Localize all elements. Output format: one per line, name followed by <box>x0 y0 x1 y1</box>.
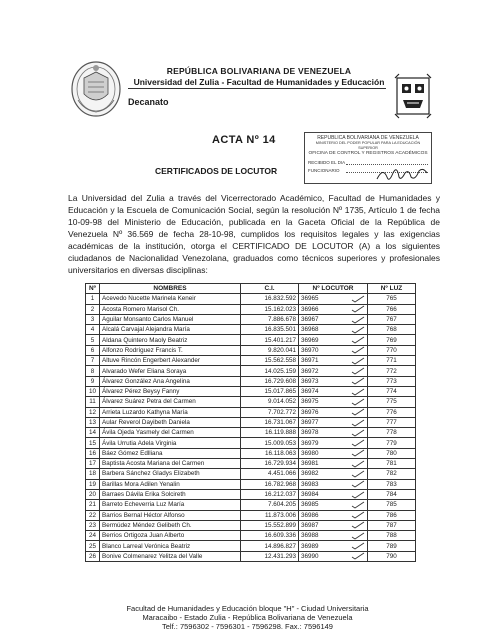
table-row <box>86 417 416 427</box>
check-mark-icon <box>351 419 365 427</box>
col-header-names: NOMBRES <box>100 284 241 294</box>
cell-number: 4 <box>86 325 100 335</box>
cell-locutor-value: 36976 <box>301 408 319 416</box>
table-header-row <box>86 284 416 294</box>
table-row <box>86 438 416 448</box>
table-row <box>86 520 416 530</box>
cell-locutor-value: 36971 <box>301 357 319 365</box>
table-row <box>86 376 416 386</box>
cell-name: Blanco Larreal Verónica Beatriz <box>100 541 241 551</box>
cell-number: 21 <box>86 500 100 510</box>
footer-line-3: Telf.: 7596302 - 7596301 - 7596298. Fax.: 7596149 <box>162 622 333 631</box>
institution-name: Universidad del Zulia - Facultad de Humanidades y Educación <box>133 77 385 87</box>
cell-name: Bermúdez Méndez Gelibeth Ch. <box>100 520 241 530</box>
cell-number: 15 <box>86 438 100 448</box>
cell-name: Arrieta Luzardo Kathyna María <box>100 407 241 417</box>
cell-locutor <box>299 294 368 304</box>
cell-locutor <box>299 428 368 438</box>
cell-number: 25 <box>86 541 100 551</box>
check-mark-icon <box>351 367 365 375</box>
table-row <box>86 541 416 551</box>
cell-ci: 4.451.066 <box>241 469 299 479</box>
cell-luz: 780 <box>368 448 416 458</box>
cell-locutor <box>299 551 368 561</box>
cell-luz: 771 <box>368 356 416 366</box>
table-row <box>86 335 416 345</box>
cell-luz: 790 <box>368 551 416 561</box>
cell-locutor <box>299 448 368 458</box>
cell-number: 7 <box>86 356 100 366</box>
check-mark-icon <box>351 470 365 478</box>
check-mark-icon <box>351 491 365 499</box>
cell-name: Álvarez Pérez Beysy Fanny <box>100 386 241 396</box>
cell-name: Barillas Mora Adilen Yenalin <box>100 479 241 489</box>
cell-ci: 16.729.608 <box>241 376 299 386</box>
cell-name: Barbera Sánchez Gladys Elizabeth <box>100 469 241 479</box>
letterhead <box>128 66 390 87</box>
cell-number: 11 <box>86 397 100 407</box>
table-row <box>86 489 416 499</box>
cell-locutor-value: 36983 <box>301 480 319 488</box>
cell-ci: 12.431.293 <box>241 551 299 561</box>
col-header-ci: C.I. <box>241 284 299 294</box>
cell-locutor <box>299 489 368 499</box>
cell-locutor-value: 36975 <box>301 398 319 406</box>
cell-locutor <box>299 366 368 376</box>
cell-name: Barraes Dávila Erika Solcireth <box>100 489 241 499</box>
cell-locutor-value: 36987 <box>301 521 319 529</box>
cell-ci: 16.729.934 <box>241 459 299 469</box>
cell-locutor-value: 36966 <box>301 305 319 313</box>
cell-name: Alvarado Wefer Eliana Soraya <box>100 366 241 376</box>
cell-number: 16 <box>86 448 100 458</box>
cell-locutor <box>299 469 368 479</box>
check-mark-icon <box>351 532 365 540</box>
cell-locutor-value: 36970 <box>301 346 319 354</box>
check-mark-icon <box>351 408 365 416</box>
cell-locutor <box>299 325 368 335</box>
cell-luz: 770 <box>368 345 416 355</box>
cell-name: Aular Reverol Dayibeth Daniela <box>100 417 241 427</box>
cell-locutor <box>299 479 368 489</box>
cell-ci: 15.009.053 <box>241 438 299 448</box>
republic-name: REPÚBLICA BOLIVARIANA DE VENEZUELA <box>166 66 352 76</box>
cell-locutor-value: 36973 <box>301 377 319 385</box>
cell-locutor-value: 36967 <box>301 316 319 324</box>
check-mark-icon <box>351 336 365 344</box>
cell-ci: 16.835.501 <box>241 325 299 335</box>
cell-ci: 16.782.968 <box>241 479 299 489</box>
cell-luz: 768 <box>368 325 416 335</box>
cell-locutor-value: 36982 <box>301 470 319 478</box>
cell-locutor-value: 36979 <box>301 439 319 447</box>
stamp-line-2: MINISTERIO DEL PODER POPULAR PARA LA EDUCACIÓN SUPERIOR <box>315 141 421 150</box>
table-row <box>86 459 416 469</box>
cell-locutor <box>299 510 368 520</box>
cell-locutor-value: 36969 <box>301 336 319 344</box>
cell-ci: 16.609.336 <box>241 531 299 541</box>
cell-locutor-value: 36988 <box>301 532 319 540</box>
cell-ci: 9.820.041 <box>241 345 299 355</box>
cell-locutor <box>299 386 368 396</box>
cell-locutor-value: 36977 <box>301 419 319 426</box>
cell-number: 13 <box>86 417 100 427</box>
cell-locutor <box>299 314 368 324</box>
cell-name: Acosta Romero Marisol Ch. <box>100 304 241 314</box>
cell-name: Álvarez González Ana Angelina <box>100 376 241 386</box>
cell-luz: 781 <box>368 459 416 469</box>
cell-luz: 773 <box>368 376 416 386</box>
footer-line-2: Maracaibo - Estado Zulia - República Bolivariana de Venezuela <box>142 613 353 622</box>
cell-locutor <box>299 520 368 530</box>
check-mark-icon <box>351 346 365 354</box>
faculty-emblem-icon <box>393 72 433 120</box>
table-row <box>86 469 416 479</box>
cell-ci: 7.604.205 <box>241 500 299 510</box>
check-mark-icon <box>351 305 365 313</box>
cell-locutor-value: 36978 <box>301 429 319 437</box>
cell-ci: 16.832.592 <box>241 294 299 304</box>
cell-locutor-value: 36984 <box>301 491 319 499</box>
cell-ci: 15.401.217 <box>241 335 299 345</box>
cell-luz: 788 <box>368 531 416 541</box>
cell-name: Alcalá Carvajal Alejandra María <box>100 325 241 335</box>
table-row <box>86 325 416 335</box>
department-name: Decanato <box>128 97 169 107</box>
cell-name: Acevedo Nucette Marinela Keneir <box>100 294 241 304</box>
cell-locutor-value: 36985 <box>301 501 319 509</box>
cell-locutor <box>299 345 368 355</box>
cell-luz: 779 <box>368 438 416 448</box>
cell-luz: 789 <box>368 541 416 551</box>
cell-number: 9 <box>86 376 100 386</box>
cell-ci: 14.896.827 <box>241 541 299 551</box>
letterhead-rule <box>128 88 386 89</box>
cell-ci: 16.119.888 <box>241 428 299 438</box>
cell-luz: 784 <box>368 489 416 499</box>
table-row <box>86 551 416 561</box>
check-mark-icon <box>351 326 365 334</box>
cell-number: 8 <box>86 366 100 376</box>
cell-number: 17 <box>86 459 100 469</box>
cell-locutor-value: 36980 <box>301 449 319 457</box>
footer <box>0 604 495 631</box>
cell-locutor <box>299 407 368 417</box>
cell-number: 18 <box>86 469 100 479</box>
cell-locutor <box>299 459 368 469</box>
table-row <box>86 366 416 376</box>
cell-luz: 774 <box>368 386 416 396</box>
cell-locutor <box>299 356 368 366</box>
cell-ci: 16.118.063 <box>241 448 299 458</box>
table-row <box>86 428 416 438</box>
col-header-locutor: Nº LOCUTOR <box>299 284 368 294</box>
table-row <box>86 345 416 355</box>
check-mark-icon <box>351 501 365 509</box>
cell-luz: 778 <box>368 428 416 438</box>
cell-number: 3 <box>86 314 100 324</box>
cell-locutor <box>299 417 368 427</box>
check-mark-icon <box>351 542 365 550</box>
cell-number: 20 <box>86 489 100 499</box>
check-mark-icon <box>351 521 365 529</box>
stamp-officer-label: FUNCIONARIO <box>308 168 340 173</box>
cell-number: 24 <box>86 531 100 541</box>
cell-luz: 786 <box>368 510 416 520</box>
cell-name: Aguilar Monsanto Carlos Manuel <box>100 314 241 324</box>
check-mark-icon <box>351 388 365 396</box>
cell-ci: 9.014.052 <box>241 397 299 407</box>
cell-luz: 787 <box>368 520 416 530</box>
cell-number: 10 <box>86 386 100 396</box>
cell-locutor-value: 36974 <box>301 388 319 396</box>
col-header-luz: Nº LUZ <box>368 284 416 294</box>
cell-locutor <box>299 531 368 541</box>
check-mark-icon <box>351 316 365 324</box>
cell-locutor <box>299 376 368 386</box>
check-mark-icon <box>351 377 365 385</box>
certificate-heading: CERTIFICADOS DE LOCUTOR <box>155 166 278 176</box>
acta-number: ACTA Nº 14 <box>212 134 276 146</box>
check-mark-icon <box>351 480 365 488</box>
cell-ci: 15.162.023 <box>241 304 299 314</box>
cell-ci: 15.552.899 <box>241 520 299 530</box>
cell-number: 5 <box>86 335 100 345</box>
cell-name: Bonive Colmenarez Yelitza del Valle <box>100 551 241 561</box>
cell-luz: 776 <box>368 407 416 417</box>
resolution-paragraph: La Universidad del Zulia a través del Vicerrectorado Académico, Facultad de Humanidades y Educación y la Escuela de Comunicación Social, según la resolución Nº 1735, Artículo 1 de fecha 10-09-98 del Ministerio de Educación, publicada en la Gaceta Oficial de la República de Venezuela Nº 36.569 de fecha 28-10-98, cumplidos los requisitos legales y las exigencias académicas de la institución, otorga el CERTIFICADO DE LOCUTOR (A) a los siguientes ciudadanos de Nacionalidad Venezolana, graduados como técnicos superiores y profesionales universitarios en diversas disciplinas: <box>68 193 440 275</box>
table-row <box>86 448 416 458</box>
check-mark-icon <box>351 460 365 468</box>
signature-icon <box>375 165 429 185</box>
cell-number: 26 <box>86 551 100 561</box>
cell-ci: 7.886.678 <box>241 314 299 324</box>
graduates-table <box>85 283 416 562</box>
stamp-line-3: OFICINA DE CONTROL Y REGISTROS ACADÉMICOS <box>308 151 428 156</box>
table-row <box>86 479 416 489</box>
cell-name: Báez Gómez Edlliana <box>100 448 241 458</box>
cell-name: Baptista Acosta Mariana del Carmen <box>100 459 241 469</box>
cell-locutor <box>299 397 368 407</box>
cell-name: Aldana Quintero Maoly Beatriz <box>100 335 241 345</box>
cell-number: 2 <box>86 304 100 314</box>
cell-locutor-value: 36989 <box>301 542 319 550</box>
check-mark-icon <box>351 295 365 303</box>
cell-locutor-value: 36986 <box>301 511 319 519</box>
col-header-number: Nº <box>86 284 100 294</box>
cell-ci: 14.025.159 <box>241 366 299 376</box>
cell-ci: 15.017.865 <box>241 386 299 396</box>
cell-luz: 765 <box>368 294 416 304</box>
cell-locutor <box>299 438 368 448</box>
cell-luz: 775 <box>368 397 416 407</box>
cell-luz: 769 <box>368 335 416 345</box>
cell-name: Ávila Ojeda Yasmely del Carmen <box>100 428 241 438</box>
cell-name: Ávila Urrutia Adela Virginia <box>100 438 241 448</box>
table-row <box>86 314 416 324</box>
cell-number: 14 <box>86 428 100 438</box>
cell-locutor-value: 36972 <box>301 367 319 375</box>
check-mark-icon <box>351 511 365 519</box>
check-mark-icon <box>351 357 365 365</box>
table-row <box>86 304 416 314</box>
stamp-received-label: RECIBIDO EL DIA <box>308 160 346 165</box>
table-body <box>86 294 416 562</box>
cell-locutor-value: 36981 <box>301 460 319 468</box>
cell-ci: 11.873.006 <box>241 510 299 520</box>
cell-number: 22 <box>86 510 100 520</box>
check-mark-icon <box>351 439 365 447</box>
cell-luz: 766 <box>368 304 416 314</box>
footer-line-1: Facultad de Humanidades y Educación bloque "H" - Ciudad Universitaria <box>126 604 369 613</box>
cell-locutor-value: 36968 <box>301 326 319 334</box>
cell-name: Barrios Bernal Héctor Alfonso <box>100 510 241 520</box>
cell-luz: 767 <box>368 314 416 324</box>
cell-locutor <box>299 335 368 345</box>
cell-number: 19 <box>86 479 100 489</box>
check-mark-icon <box>351 429 365 437</box>
cell-locutor <box>299 500 368 510</box>
check-mark-icon <box>351 552 365 560</box>
cell-number: 1 <box>86 294 100 304</box>
table-row <box>86 500 416 510</box>
cell-luz: 777 <box>368 417 416 427</box>
cell-locutor-value: 36965 <box>301 295 319 303</box>
cell-ci: 7.702.772 <box>241 407 299 417</box>
cell-name: Barreto Echeverria Luz María <box>100 500 241 510</box>
cell-luz: 772 <box>368 366 416 376</box>
cell-luz: 785 <box>368 500 416 510</box>
cell-name: Álvarez Suárez Petra del Carmen <box>100 397 241 407</box>
table-row <box>86 510 416 520</box>
cell-number: 6 <box>86 345 100 355</box>
cell-locutor-value: 36990 <box>301 552 319 560</box>
check-mark-icon <box>351 449 365 457</box>
cell-name: Berrios Ortigoza Juan Alberto <box>100 531 241 541</box>
table-row <box>86 386 416 396</box>
stamp-line-1: REPUBLICA BOLIVARIANA DE VENEZUELA <box>317 135 419 141</box>
table-row <box>86 531 416 541</box>
check-mark-icon <box>351 398 365 406</box>
cell-ci: 15.562.558 <box>241 356 299 366</box>
cell-luz: 782 <box>368 469 416 479</box>
cell-number: 12 <box>86 407 100 417</box>
cell-number: 23 <box>86 520 100 530</box>
reception-stamp <box>304 132 432 184</box>
cell-luz: 783 <box>368 479 416 489</box>
cell-locutor <box>299 541 368 551</box>
cell-name: Altuve Rincón Engerbert Alexander <box>100 356 241 366</box>
table-row <box>86 294 416 304</box>
university-seal-icon <box>70 60 122 118</box>
cell-ci: 16.212.037 <box>241 489 299 499</box>
table-row <box>86 356 416 366</box>
table-row <box>86 397 416 407</box>
cell-ci: 16.731.067 <box>241 417 299 427</box>
table-row <box>86 407 416 417</box>
cell-name: Alfonzo Rodríguez Francis T. <box>100 345 241 355</box>
cell-locutor <box>299 304 368 314</box>
